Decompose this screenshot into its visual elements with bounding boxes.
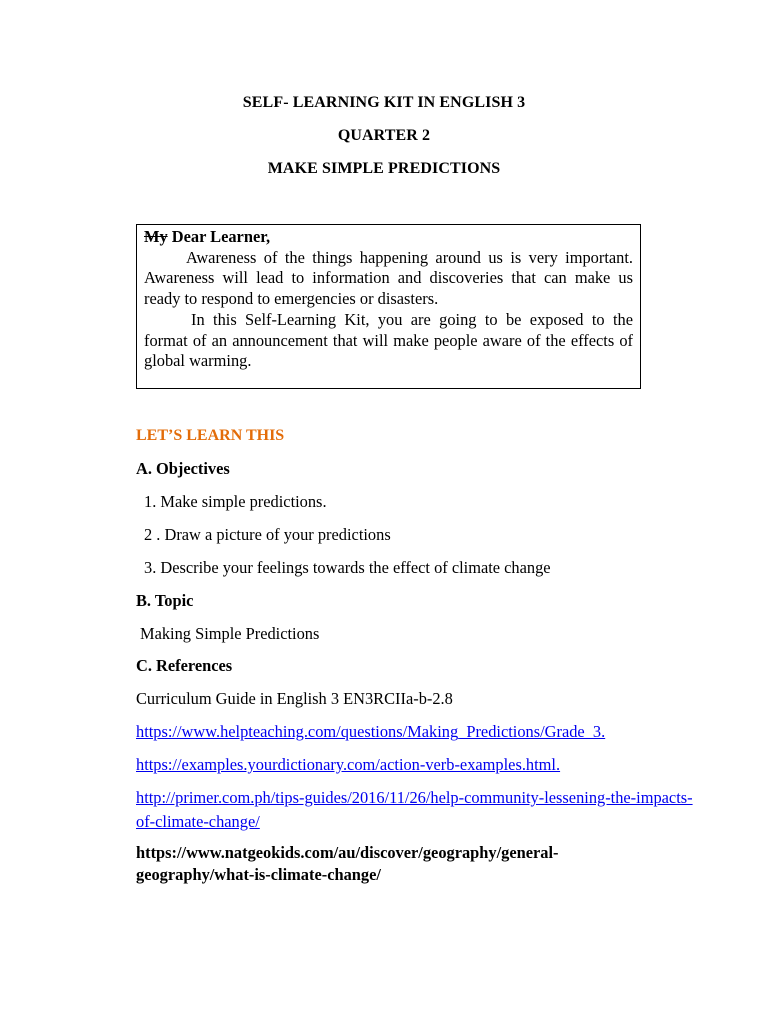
objective-item: 3. Describe your feelings towards the effect of climate change	[144, 558, 551, 577]
reference-link-primer[interactable]: http://primer.com.ph/tips-guides/2016/11/26/help-community-lessening-the-impacts-of-climate-change/	[136, 788, 693, 831]
topic-heading: B. Topic	[136, 591, 194, 610]
lesson-title: MAKE SIMPLE PREDICTIONS	[267, 160, 501, 177]
greeting-struck-word: My	[144, 227, 168, 246]
reference-guide: Curriculum Guide in English 3 EN3RCIIa-b-2.8	[136, 689, 453, 708]
reference-link-yourdictionary[interactable]: https://examples.yourdictionary.com/action-verb-examples.html.	[136, 755, 561, 774]
lets-learn-heading: LET’S LEARN THIS	[136, 427, 285, 444]
objectives-heading: A. Objectives	[136, 459, 230, 478]
letter-paragraph-2: In this Self-Learning Kit, you are going to be exposed to the format of an announcement that will make people aware of the effects of global warming.	[144, 309, 633, 371]
objective-item: 2 . Draw a picture of your predictions	[144, 525, 391, 544]
reference-link-helpteaching[interactable]: https://www.helpteaching.com/questions/Making_Predictions/Grade_3.	[136, 722, 606, 741]
kit-title: SELF- LEARNING KIT IN ENGLISH 3	[242, 94, 526, 111]
references-heading: C. References	[136, 656, 233, 675]
topic-text: Making Simple Predictions	[140, 624, 320, 643]
reference-natgeokids: https://www.natgeokids.com/au/discover/geography/general-geography/what-is-climate-change/	[136, 843, 559, 884]
letter-greeting	[144, 227, 633, 248]
quarter-label: QUARTER 2	[337, 127, 431, 144]
letter-box	[136, 224, 641, 389]
letter-paragraph-1: Awareness of the things happening around us is very important. Awareness will lead to information and discoveries that can make us ready to respond to emergencies or disasters.	[144, 247, 633, 309]
objective-item: 1. Make simple predictions.	[144, 492, 327, 511]
greeting-text: Dear Learner,	[167, 227, 271, 246]
